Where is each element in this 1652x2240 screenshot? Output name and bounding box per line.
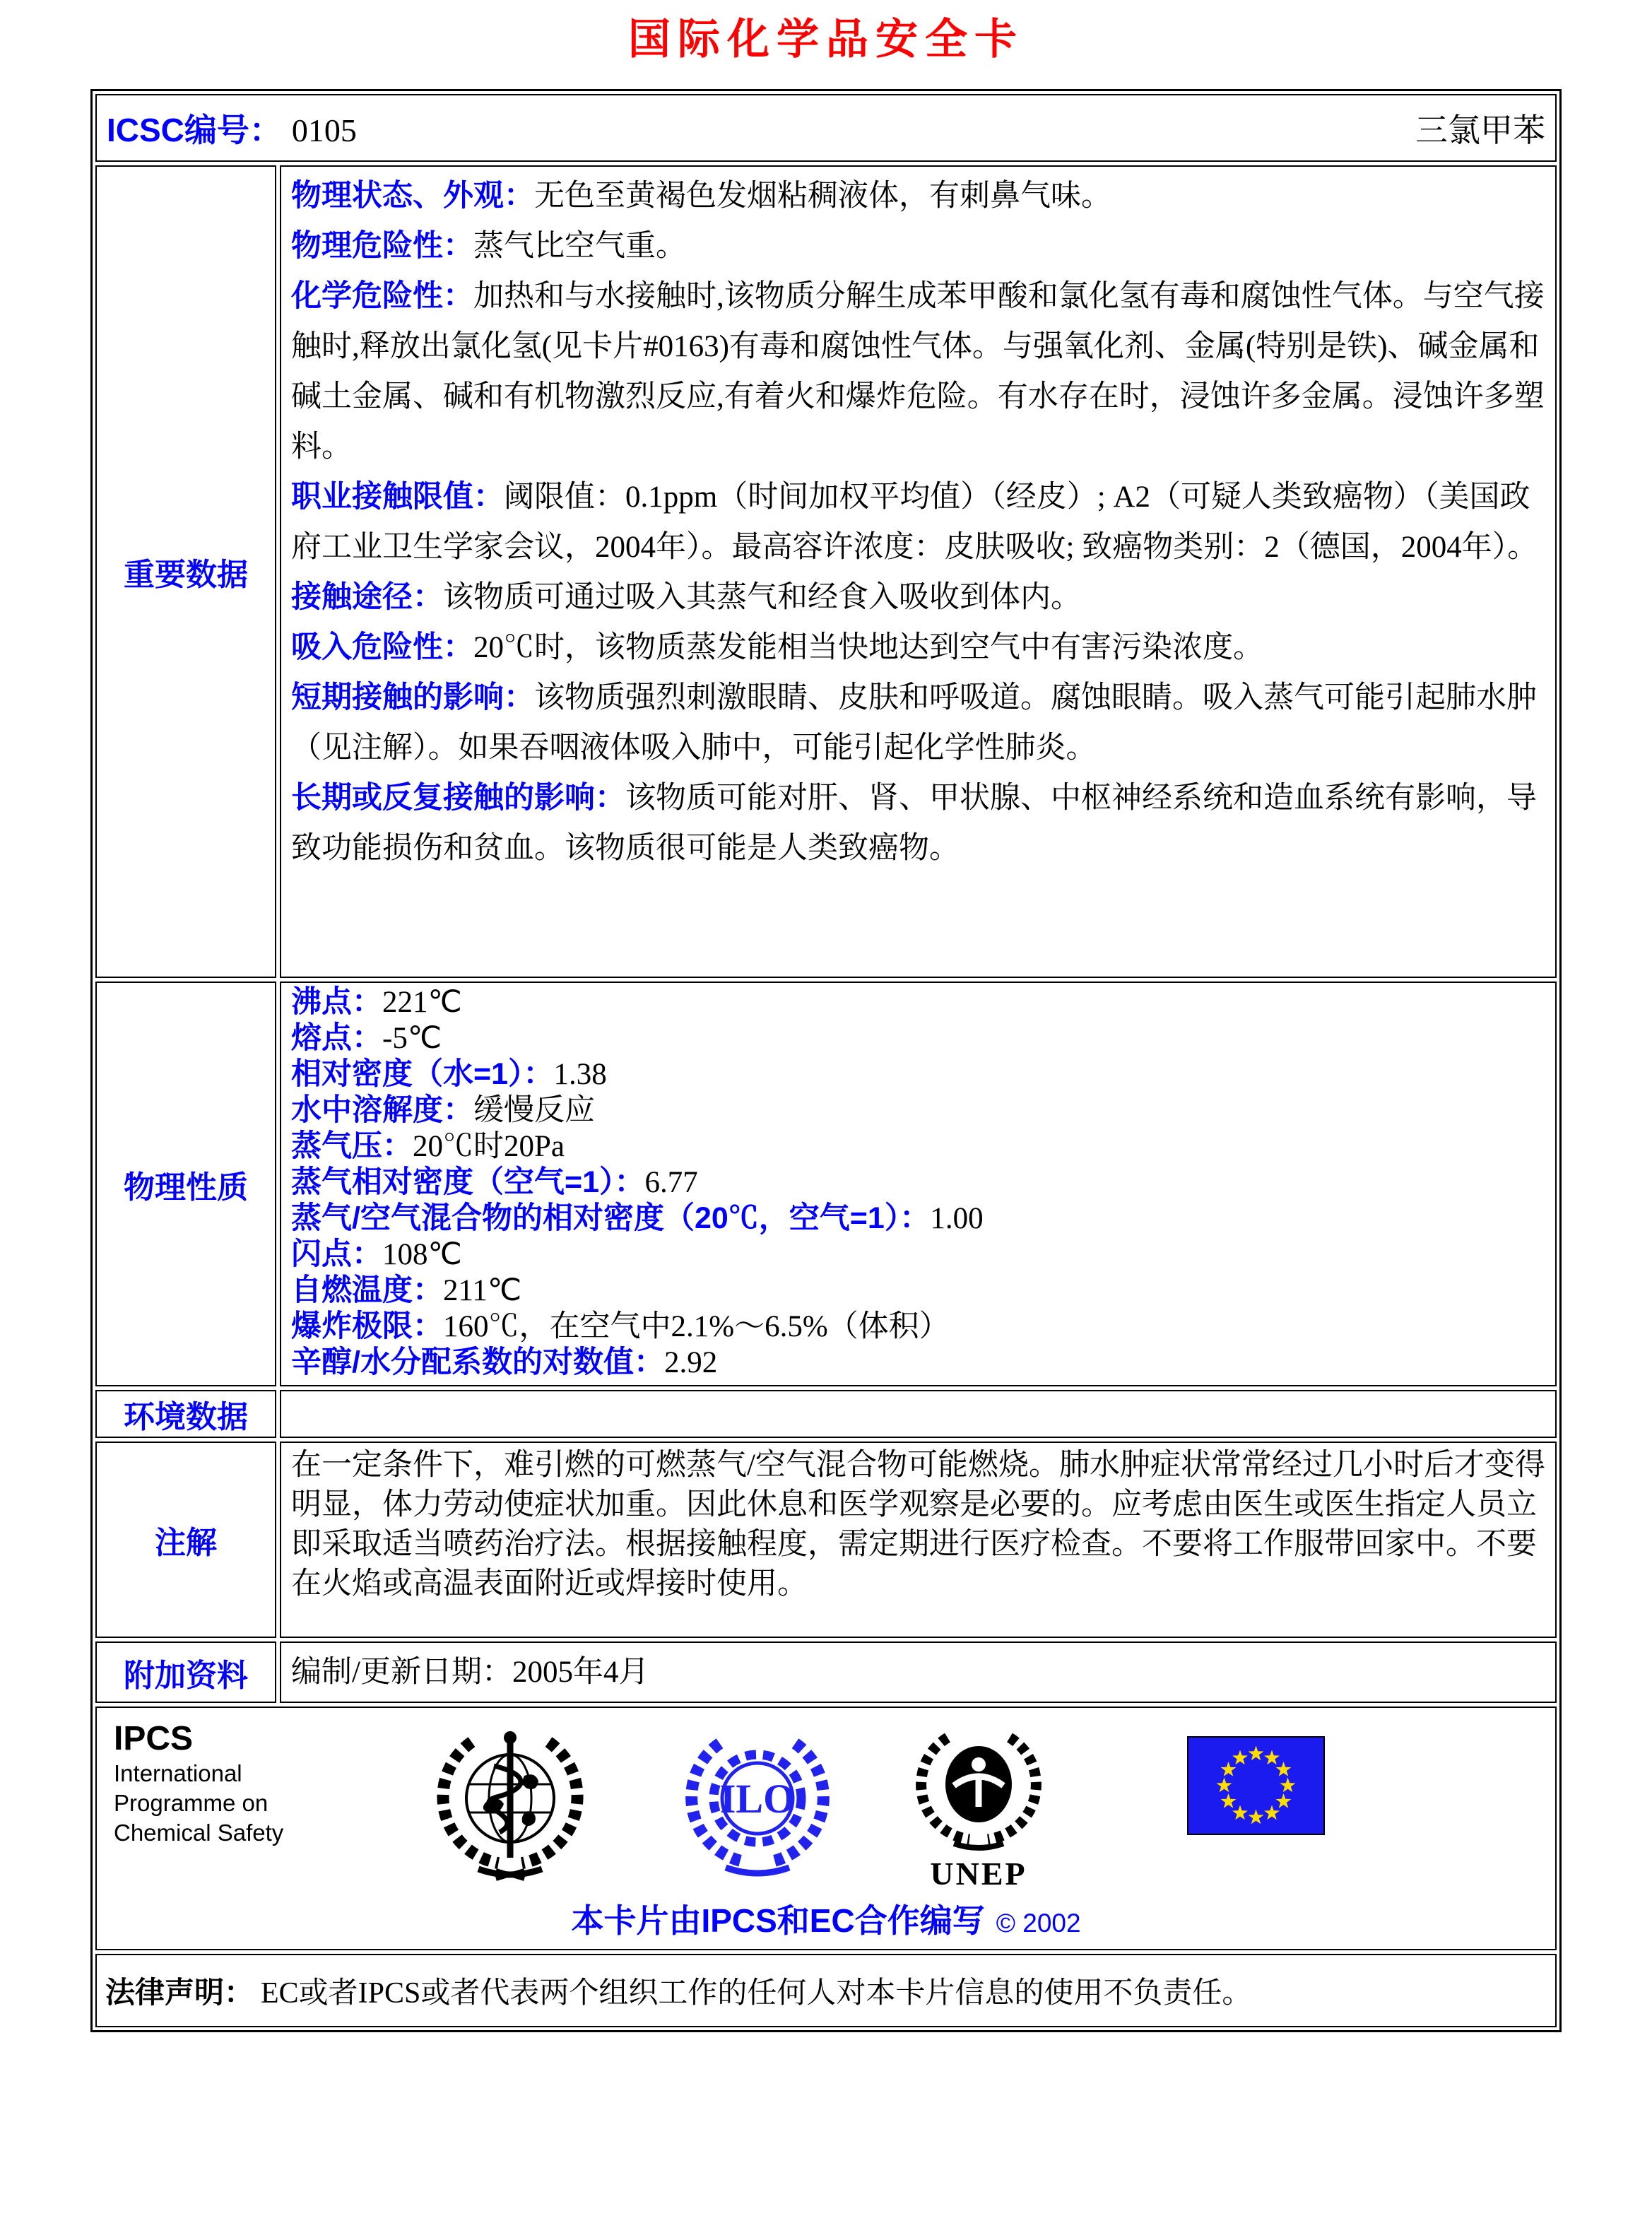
physical-properties-content [280, 982, 1557, 1386]
additional-info-content [280, 1641, 1557, 1703]
logos-row [95, 1706, 1557, 1950]
icsc-number-group [107, 105, 357, 151]
ilo-monogram: ILO [719, 1776, 796, 1822]
physical-item [291, 1345, 1545, 1381]
field-label: 短期接触的影响： [291, 680, 534, 714]
field-text: 缓慢反应 [473, 1094, 595, 1127]
important-data-content [280, 165, 1557, 978]
field-label: 爆炸极限： [291, 1309, 443, 1343]
who-logo-icon [429, 1719, 591, 1889]
field-label: 物理状态、外观： [291, 179, 534, 213]
field-label: 长期或反复接触的影响： [291, 781, 625, 815]
field-text: 阈限值：0.1ppm（时间加权平均值）（经皮）; A2（可疑人类致癌物）（美国政府工业卫生学家会议，2004年）。最高容许浓度：皮肤吸收; 致癌物类别：2（德国，2004年）。 [291, 481, 1538, 564]
field-label: 化学危险性： [291, 279, 473, 313]
additional-info-row [95, 1641, 1557, 1703]
physical-item [291, 1128, 1545, 1165]
section-label-environment: 环境数据 [95, 1390, 276, 1438]
field-label: 吸入危险性： [291, 630, 473, 664]
field-label: 接触途径： [291, 580, 443, 614]
eu-flag-icon [1187, 1736, 1325, 1839]
field-text: 211℃ [443, 1274, 522, 1307]
physical-item [291, 1020, 1545, 1056]
physical-item [291, 1056, 1545, 1092]
important-item [291, 773, 1545, 873]
physical-properties-row [95, 982, 1557, 1386]
unep-label: UNEP [930, 1856, 1027, 1892]
field-label: 水中溶解度： [291, 1093, 473, 1127]
physical-item [291, 1165, 1545, 1201]
important-item [291, 171, 1545, 221]
field-text: 1.00 [930, 1202, 984, 1235]
important-data-row [95, 165, 1557, 978]
section-label-additional: 附加资料 [95, 1641, 276, 1703]
field-text: 加热和与水接触时,该物质分解生成苯甲酸和氯化氢有毒和腐蚀性气体。与空气接触时,释放出氯化氢(见卡片#0163)有毒和腐蚀性气体。与强氧化剂、金属(特别是铁)、碱金属和碱土金属、碱和有机物激烈反应,有着火和爆炸危险。有水存在时，浸蚀许多金属。浸蚀许多塑料。 [291, 280, 1545, 464]
environment-data-row [95, 1390, 1557, 1438]
ipcs-text-block [114, 1719, 347, 1848]
important-item [291, 472, 1545, 572]
ipcs-subtitle-line: Programme on [114, 1790, 269, 1816]
field-label: 蒸气相对密度（空气=1）： [291, 1165, 645, 1199]
environment-data-content [280, 1390, 1557, 1438]
icsc-card-table [90, 89, 1562, 2032]
physical-item [291, 1201, 1545, 1237]
legal-notice-row [95, 1954, 1557, 2027]
field-label: 职业接触限值： [291, 480, 504, 514]
field-label: 蒸气/空气混合物的相对密度（20℃，空气=1）： [291, 1201, 931, 1235]
field-text: 该物质强烈刺激眼睛、皮肤和呼吸道。腐蚀眼睛。吸入蒸气可能引起肺水肿（见注解）。如果吞咽液体吸入肺中，可能引起化学性肺炎。 [291, 681, 1537, 765]
field-text: 1.38 [553, 1058, 607, 1091]
legal-notice-cell [95, 1954, 1557, 2027]
logos-strip [104, 1719, 1548, 1891]
credit-text: 本卡片由IPCS和EC合作编写 [571, 1902, 985, 1939]
field-text: 无色至黄褐色发烟粘稠液体，有刺鼻气味。 [534, 179, 1111, 213]
important-item [291, 623, 1545, 673]
notes-content [280, 1442, 1557, 1638]
field-text: 221℃ [382, 986, 462, 1019]
field-label: 闪点： [291, 1237, 382, 1271]
field-label: 辛醇/水分配系数的对数值： [291, 1345, 664, 1379]
field-text: -5℃ [382, 1022, 442, 1055]
field-text: 20℃时20Pa [413, 1130, 565, 1163]
header-row [95, 94, 1557, 162]
copyright-text: © 2002 [996, 1909, 1081, 1938]
section-label-physical: 物理性质 [95, 982, 276, 1386]
legal-notice-text: EC或者IPCS或者代表两个组织工作的任何人对本卡片信息的使用不负责任。 [261, 1977, 1252, 2010]
physical-item [291, 1273, 1545, 1309]
field-text: 该物质可通过吸入其蒸气和经食入吸收到体内。 [443, 581, 1081, 614]
important-item [291, 271, 1545, 472]
important-item [291, 221, 1545, 271]
page-title: 国际化学品安全卡 [628, 16, 1024, 63]
important-item [291, 673, 1545, 773]
ipcs-subtitle-line: Chemical Safety [114, 1820, 284, 1846]
notes-text: 在一定条件下，难引燃的可燃蒸气/空气混合物可能燃烧。肺水肿症状常常经过几小时后才变得明显，体力劳动使症状加重。因此休息和医学观察是必要的。应考虑由医生或医生指定人员立即采取适当喷药治疗法。根据接触程度，需定期进行医疗检查。不要将工作服带回家中。不要在火焰或高温表面附近或焊接时使用。 [291, 1449, 1545, 1601]
field-label: 物理危险性： [291, 229, 473, 263]
ipcs-subtitle-line: International [114, 1760, 242, 1786]
physical-item [291, 1092, 1545, 1128]
field-text: 蒸气比空气重。 [473, 230, 686, 263]
notes-row [95, 1442, 1557, 1638]
field-label: 沸点： [291, 985, 382, 1019]
field-label: 相对密度（水=1）： [291, 1057, 554, 1091]
field-label: 自燃温度： [291, 1273, 443, 1307]
additional-info-text: 编制/更新日期：2005年4月 [291, 1656, 649, 1689]
field-text: 2.92 [663, 1346, 718, 1379]
physical-item [291, 1237, 1545, 1273]
header-cell [95, 94, 1557, 162]
icsc-number-label: ICSC编号： [107, 112, 282, 148]
field-text: 该物质可能对肝、肾、甲状腺、中枢神经系统和造血系统有影响，导致功能损伤和贫血。该物质很可能是人类致癌物。 [291, 782, 1537, 865]
field-text: 20℃时，该物质蒸发能相当快地达到空气中有害污染浓度。 [473, 631, 1263, 664]
section-label-important: 重要数据 [95, 165, 276, 978]
physical-item [291, 1309, 1545, 1345]
physical-item [291, 984, 1545, 1020]
ipcs-title: IPCS [114, 1720, 194, 1757]
field-text: 160℃，在空气中2.1%～6.5%（体积） [443, 1310, 950, 1343]
unep-logo-icon [911, 1719, 1046, 1857]
field-text: 6.77 [644, 1166, 698, 1199]
icsc-number-value: 0105 [291, 112, 357, 148]
logos-cell [95, 1706, 1557, 1950]
field-text: 108℃ [382, 1238, 462, 1271]
ilo-logo-icon [682, 1719, 834, 1889]
legal-notice-label: 法律声明： [105, 1976, 254, 2009]
unep-logo-block [911, 1719, 1046, 1891]
credit-line [104, 1895, 1548, 1942]
chemical-name: 三氯甲苯 [1415, 112, 1545, 148]
section-label-notes: 注解 [95, 1442, 276, 1638]
field-label: 熔点： [291, 1021, 382, 1055]
important-item [291, 572, 1545, 623]
field-label: 蒸气压： [291, 1129, 413, 1163]
